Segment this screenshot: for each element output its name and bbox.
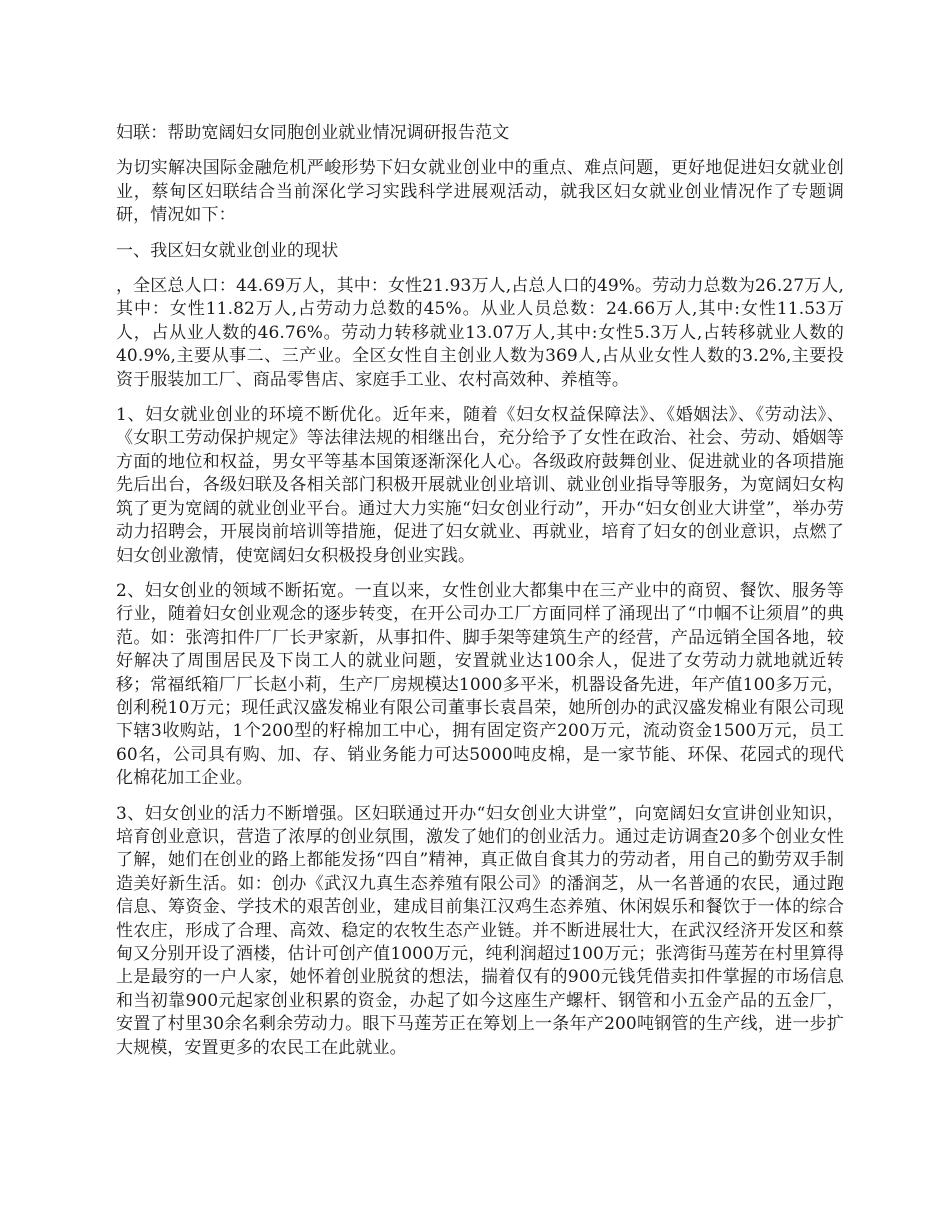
document-page — [116, 122, 844, 1072]
section-heading: 一、我区妇女就业创业的现状 — [116, 240, 339, 261]
document-title: 妇联：帮助宽阔妇女同胞创业就业情况调研报告范文 — [116, 123, 510, 143]
point-1-paragraph: 1、妇女就业创业的环境不断优化。近年来，随着《妇女权益保障法》、《婚姻法》、《劳动法》、《女职工劳动保护规定》等法律法规的相继出台，充分给予了女性在政治、社会、劳动、婚姻等方面的地位和权益，男女平等基本国策逐渐深化人心。各级政府鼓舞创业、促进就业的各项措施先后出台，各级妇联及各相关部门积极开展就业创业培训、就业创业指导等服务，为宽阔妇女构筑了更为宽阔的就业创业平台。通过大力实施“妇女创业行动”，开办“妇女创业大讲堂”，举办劳动力招聘会，开展岗前培训等措施，促进了妇女就业、再就业，培育了妇女的创业意识，点燃了妇女创业激情，使宽阔妇女积极投身创业实践。 — [116, 405, 844, 566]
point-3-paragraph: 3、妇女创业的活力不断增强。区妇联通过开办“妇女创业大讲堂”，向宽阔妇女宣讲创业知识，培育创业意识，营造了浓厚的创业氛围，激发了她们的创业活力。通过走访调查20多个创业女性了解，她们在创业的路上都能发扬“四自”精神，真正做自食其力的劳动者，用自己的勤劳双手制造美好新生活。如：创办《武汉九真生态养殖有限公司》的潘润芝，从一名普通的农民，通过跑信息、筹资金、学技术的艰苦创业，建成目前集江汉鸡生态养殖、休闲娱乐和餐饮于一体的综合性农庄，形成了合理、高效、稳定的农牧生态产业链。并不断进展壮大，在武汉经济开发区和蔡甸又分别开设了酒楼，估计可创产值1000万元，纯利润超过100万元；张湾街马莲芳在村里算得上是最穷的一户人家，她怀着创业脱贫的想法，揣着仅有的900元钱凭借卖扣件掌握的市场信息和当初靠900元起家创业积累的资金，办起了如今这座生产螺杆、钢管和小五金产品的五金厂，安置了村里30余名剩余劳动力。眼下马莲芳正在筹划上一条年产200吨钢管的生产线，进一步扩大规模，安置更多的农民工在此就业。 — [116, 803, 844, 1058]
point-2-paragraph: 2、妇女创业的领域不断拓宽。一直以来，女性创业大都集中在三产业中的商贸、餐饮、服务等行业，随着妇女创业观念的逐步转变，在开公司办工厂方面同样了涌现出了“巾帼不让须眉”的典范。如：张湾扣件厂厂长尹家新，从事扣件、脚手架等建筑生产的经营，产品远销全国各地，较好解决了周围居民及下岗工人的就业问题，安置就业达100余人，促进了女劳动力就地就近转移；常福纸箱厂厂长赵小莉，生产厂房规模达1000多平米，机器设备先进，年产值100多万元，创利税10万元；现任武汉盛发棉业有限公司董事长袁昌荣，她所创办的武汉盛发棉业有限公司现下辖3收购站，1个200型的籽棉加工中心，拥有固定资产200万元，流动资金1500万元，员工60名，公司具有购、加、存、销业务能力可达5000吨皮棉，是一家节能、环保、花园式的现代化棉花加工企业。 — [116, 580, 844, 789]
statistics-paragraph: ，全区总人口：44.69万人，其中：女性21.93万人,占总人口的49%。劳动力总数为26.27万人,其中：女性11.82万人,占劳动力总数的45%。从业人员总数：24.66万人,其中:女性11.53万人，占从业人数的46.76%。劳动力转移就业13.07万人,其中:女性5.3万人,占转移就业人数的40.9%,主要从事二、三产业。全区女性自主创业人数为369人,占从业女性人数的3.2%,主要投资于服装加工厂、商品零售店、家庭手工业、农村高效种、养植等。 — [116, 276, 844, 390]
intro-paragraph: 为切实解决国际金融危机严峻形势下妇女就业创业中的重点、难点问题，更好地促进妇女就业创业，蔡甸区妇联结合当前深化学习实践科学进展观活动，就我区妇女就业创业情况作了专题调研，情况如下： — [116, 158, 844, 226]
